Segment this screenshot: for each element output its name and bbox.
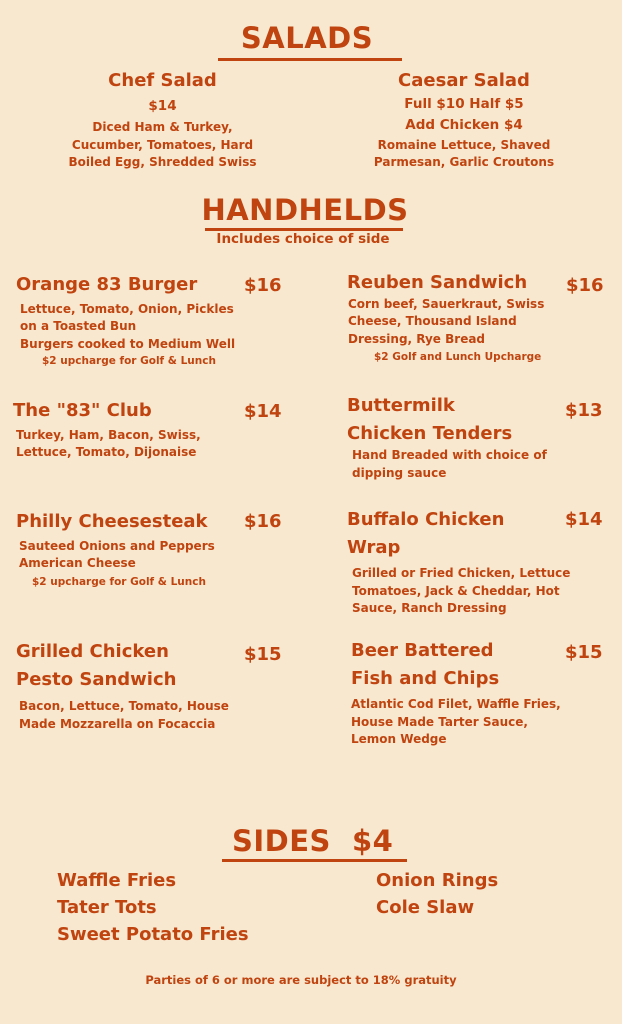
chef-salad-desc-line: Diced Ham & Turkey, (92, 120, 233, 135)
side-item: Waffle Fries (57, 870, 177, 891)
salads-title: SALADS (240, 21, 374, 55)
item-name-line-2: Wrap (347, 536, 401, 558)
caesar-salad-price: Full $10 Half $5 (404, 95, 524, 112)
item-price: $16 (566, 275, 604, 296)
item-description (348, 296, 617, 349)
chef-salad-desc-line: Boiled Egg, Shredded Swiss (68, 155, 257, 170)
item-price: $14 (565, 509, 603, 530)
caesar-salad (355, 70, 573, 172)
item-desc-line: Tomatoes, Jack & Cheddar, Hot (352, 583, 560, 598)
item-description (19, 538, 316, 573)
item-desc-line: on a Toasted Bun (20, 319, 137, 333)
item-price: $14 (244, 401, 282, 422)
item-desc-line: Lemon Wedge (351, 732, 447, 746)
sides-price: $4 (352, 824, 394, 858)
item-desc-line: Bacon, Lettuce, Tomato, House (19, 699, 229, 713)
item-note: $2 upcharge for Golf & Lunch (32, 575, 206, 588)
handhelds-subtitle: Includes choice of side (216, 231, 390, 247)
caesar-salad-desc-line: Parmesan, Garlic Croutons (373, 155, 555, 170)
chef-salad (60, 70, 265, 172)
caesar-salad-desc-line: Romaine Lettuce, Shaved (377, 137, 551, 152)
item-name: Reuben Sandwich (347, 272, 528, 293)
item-price: $13 (565, 400, 603, 421)
item-name: Buffalo Chicken (347, 509, 505, 530)
item-price: $16 (244, 511, 282, 532)
item-description (351, 696, 616, 749)
item-desc-line: dipping sauce (352, 465, 447, 480)
item-name-line-2: Pesto Sandwich (16, 668, 177, 690)
item-desc-line: Turkey, Ham, Bacon, Swiss, (16, 427, 201, 442)
item-desc-line: Sauteed Onions and Peppers (19, 538, 215, 553)
item-price: $16 (244, 275, 282, 296)
side-item: Sweet Potato Fries (57, 924, 249, 945)
item-desc-line: Made Mozzarella on Focaccia (19, 716, 216, 731)
item-desc-line: Corn beef, Sauerkraut, Swiss (348, 296, 545, 311)
item-price: $15 (565, 642, 603, 663)
item-name: Buttermilk (347, 395, 455, 416)
item-price: $15 (244, 644, 282, 665)
salads-title-underline (218, 58, 402, 61)
item-name-line-2: Chicken Tenders (347, 422, 513, 444)
item-note: $2 upcharge for Golf & Lunch (42, 355, 216, 367)
item-desc-line: Burgers cooked to Medium Well (20, 336, 236, 351)
item-desc-line: Cheese, Thousand Island (348, 314, 517, 328)
item-description (19, 698, 316, 733)
side-item: Onion Rings (376, 870, 499, 891)
item-description (20, 301, 316, 354)
side-item: Tater Tots (57, 897, 157, 918)
sides-title: SIDES (232, 824, 331, 858)
sides-title-underline (222, 859, 407, 862)
item-name: Orange 83 Burger (16, 274, 198, 295)
gratuity-note: Parties of 6 or more are subject to 18% gratuity (145, 973, 457, 987)
chef-salad-name: Chef Salad (108, 70, 217, 91)
item-desc-line: Grilled or Fried Chicken, Lettuce (352, 566, 571, 580)
item-description (352, 447, 617, 482)
item-name: The "83" Club (13, 400, 152, 421)
item-name: Philly Cheesesteak (16, 511, 208, 532)
item-name: Grilled Chicken (16, 641, 169, 662)
item-name-line-2: Fish and Chips (351, 667, 500, 689)
item-name: Beer Battered (351, 640, 494, 661)
item-note: $2 Golf and Lunch Upcharge (374, 351, 542, 363)
chef-salad-description (60, 119, 265, 172)
item-desc-line: Lettuce, Tomato, Dijonaise (16, 445, 197, 459)
handhelds-title: HANDHELDS (201, 193, 409, 227)
caesar-salad-addon: Add Chicken $4 (405, 117, 523, 134)
chef-salad-price: $14 (148, 97, 177, 114)
chef-salad-desc-line: Cucumber, Tomatoes, Hard (71, 137, 254, 152)
item-desc-line: Lettuce, Tomato, Onion, Pickles (20, 301, 234, 316)
item-desc-line: American Cheese (19, 556, 136, 570)
item-desc-line: House Made Tarter Sauce, (351, 714, 528, 729)
sides-list-left (57, 867, 249, 948)
sides-list-right (376, 867, 498, 921)
item-description (352, 565, 622, 618)
item-description (16, 427, 313, 462)
item-desc-line: Hand Breaded with choice of (352, 448, 547, 462)
item-desc-line: Dressing, Rye Bread (348, 331, 486, 346)
caesar-salad-description (355, 137, 573, 172)
item-desc-line: Sauce, Ranch Dressing (352, 601, 507, 615)
caesar-salad-name: Caesar Salad (398, 70, 530, 91)
side-item: Cole Slaw (376, 897, 475, 918)
item-desc-line: Atlantic Cod Filet, Waffle Fries, (351, 697, 561, 711)
